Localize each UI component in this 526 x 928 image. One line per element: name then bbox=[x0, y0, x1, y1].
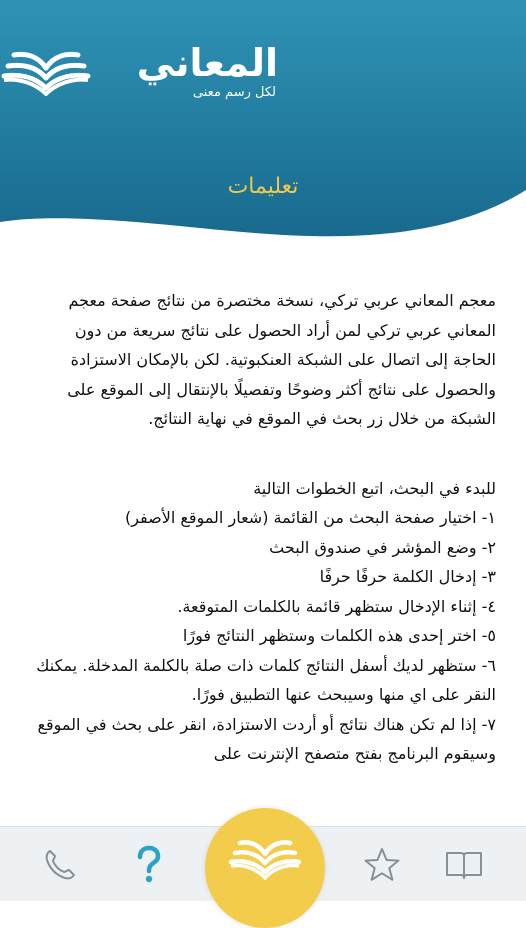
instructions-content bbox=[30, 286, 496, 826]
dictionary-icon bbox=[444, 848, 484, 882]
nav-help-button[interactable] bbox=[128, 845, 168, 885]
nav-dictionary-button[interactable] bbox=[444, 845, 484, 885]
step-item: ٤- إثناء الإدخال ستظهر قائمة بالكلمات المتوقعة. bbox=[177, 596, 496, 616]
app-logo bbox=[0, 40, 526, 110]
phone-icon bbox=[42, 847, 78, 883]
steps-heading: للبدء في البحث، اتبع الخطوات التالية bbox=[253, 478, 496, 498]
help-icon bbox=[130, 845, 166, 885]
nav-favorites-button[interactable] bbox=[362, 845, 402, 885]
step-item: ٢- وضع المؤشر في صندوق البحث bbox=[269, 537, 496, 557]
header bbox=[0, 0, 526, 250]
star-icon bbox=[363, 847, 401, 883]
open-book-logo-icon bbox=[0, 40, 92, 96]
header-wave-background bbox=[0, 0, 526, 250]
step-item: ١- اختيار صفحة البحث من القائمة (شعار الموقع الأصفر) bbox=[124, 508, 496, 527]
paragraph-gap bbox=[30, 434, 496, 474]
step-item: ٦- ستظهر لديك أسفل النتائج كلمات ذات صلة بالكلمة المدخلة. يمكنك النقر على اي منها وسيبحث عنها التطبيق فورًا. bbox=[36, 655, 496, 704]
step-item: ٧- إذا لم تكن هناك نتائج أو أردت الاستزادة، انقر على بحث في الموقع وسيقوم البرنامج بفتح متصفح الإنترنت على bbox=[37, 714, 496, 763]
open-book-search-icon bbox=[227, 830, 303, 880]
step-item: ٣- إدخال الكلمة حرفًا حرفًا bbox=[319, 567, 496, 586]
app-tagline: لكل رسم معنى bbox=[192, 85, 276, 100]
app-name: المعاني bbox=[136, 41, 278, 85]
page-title: تعليمات bbox=[227, 174, 299, 199]
intro-paragraph: معجم المعاني عربي تركي، نسخة مختصرة من نتائج صفحة معجم المعاني عربي تركي لمن أراد الحصول على نتائج سريعة من دون الحاجة إلى اتصال على الشبكة العنكبوتية. لكن بالإمكان الاستزادة والحصول على نتائج أكثر وضوحًا وتفصيلًا بالإنتقال إلى الموقع على الشبكة من خلال زر بحث في الموقع في نهاية النتائج. bbox=[67, 291, 496, 428]
nav-contact-button[interactable] bbox=[40, 845, 80, 885]
step-item: ٥- اختر إحدى هذه الكلمات وستظهر النتائج فورًا bbox=[182, 626, 496, 645]
nav-search-home-button[interactable] bbox=[205, 808, 325, 928]
